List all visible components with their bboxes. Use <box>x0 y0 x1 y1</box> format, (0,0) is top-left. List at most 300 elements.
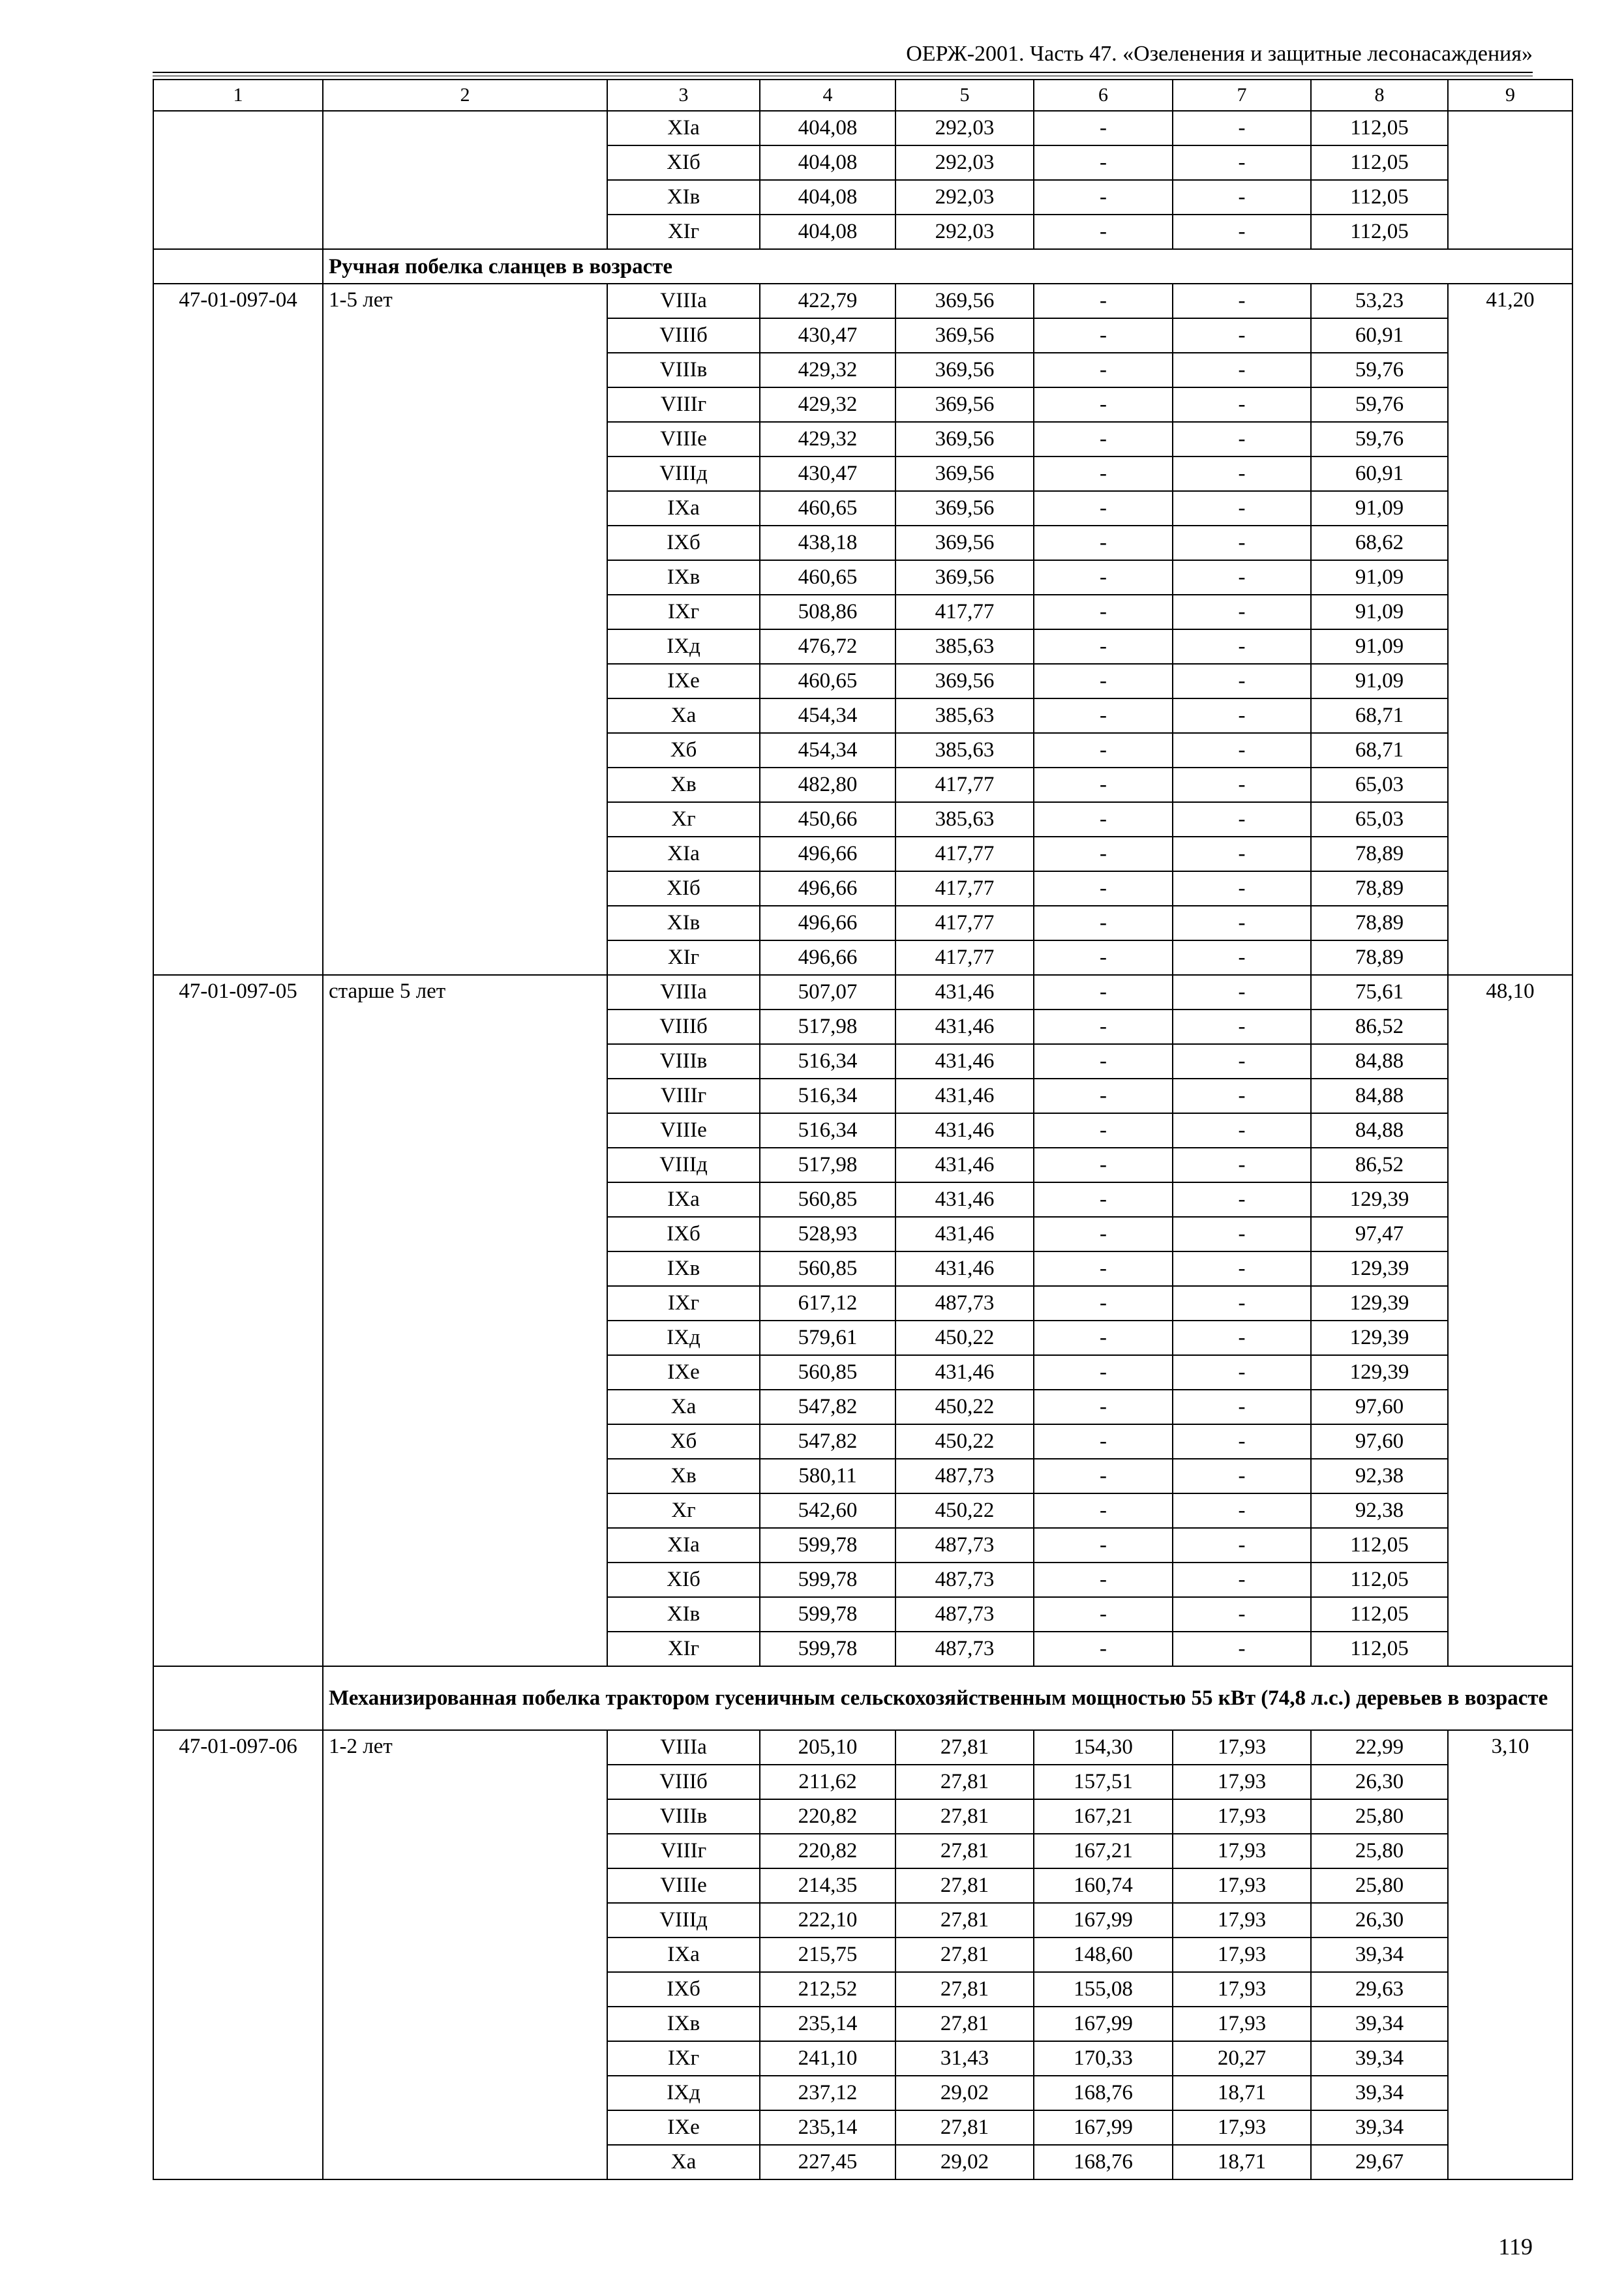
labor-norm <box>1448 111 1572 249</box>
machine-operation: 168,76 <box>1034 2145 1173 2179</box>
wages: 27,81 <box>895 1765 1034 1799</box>
machine-operation: - <box>1034 1424 1173 1459</box>
wages: 431,46 <box>895 1217 1034 1251</box>
wages: 431,46 <box>895 1251 1034 1286</box>
machine-operation: - <box>1034 1528 1173 1563</box>
total-cost: 460,65 <box>760 560 895 595</box>
operator-wages: - <box>1173 387 1311 422</box>
column-number: 2 <box>323 80 607 111</box>
wages: 450,22 <box>895 1390 1034 1424</box>
total-cost: 460,65 <box>760 664 895 698</box>
materials-cost: 91,09 <box>1311 491 1448 526</box>
operator-wages: - <box>1173 1355 1311 1390</box>
region-category: Xб <box>607 1424 760 1459</box>
total-cost: 429,32 <box>760 422 895 456</box>
wages: 27,81 <box>895 1937 1034 1972</box>
materials-cost: 112,05 <box>1311 111 1448 145</box>
column-number: 5 <box>895 80 1034 111</box>
operator-wages: - <box>1173 595 1311 629</box>
wages: 417,77 <box>895 595 1034 629</box>
materials-cost: 112,05 <box>1311 1528 1448 1563</box>
region-category: XIв <box>607 1597 760 1632</box>
region-category: IXб <box>607 1972 760 2007</box>
wages: 369,56 <box>895 560 1034 595</box>
materials-cost: 26,30 <box>1311 1765 1448 1799</box>
region-category: IXе <box>607 1355 760 1390</box>
total-cost: 404,08 <box>760 215 895 249</box>
total-cost: 220,82 <box>760 1834 895 1868</box>
materials-cost: 78,89 <box>1311 837 1448 871</box>
operator-wages: 18,71 <box>1173 2145 1311 2179</box>
wages: 431,46 <box>895 1182 1034 1217</box>
materials-cost: 75,61 <box>1311 975 1448 1010</box>
total-cost: 237,12 <box>760 2076 895 2110</box>
region-category: IXг <box>607 2041 760 2076</box>
wages: 450,22 <box>895 1424 1034 1459</box>
wages: 292,03 <box>895 111 1034 145</box>
machine-operation: - <box>1034 595 1173 629</box>
total-cost: 496,66 <box>760 871 895 906</box>
materials-cost: 84,88 <box>1311 1044 1448 1079</box>
materials-cost: 84,88 <box>1311 1113 1448 1148</box>
work-description: 1-5 лет <box>323 284 607 975</box>
operator-wages: 17,93 <box>1173 1730 1311 1765</box>
table-row <box>153 1730 1572 1765</box>
machine-operation: 167,99 <box>1034 2007 1173 2041</box>
wages: 431,46 <box>895 975 1034 1010</box>
wages: 27,81 <box>895 1799 1034 1834</box>
table-row <box>153 975 1572 1010</box>
machine-operation: - <box>1034 629 1173 664</box>
total-cost: 599,78 <box>760 1528 895 1563</box>
machine-operation: 170,33 <box>1034 2041 1173 2076</box>
machine-operation: - <box>1034 906 1173 940</box>
materials-cost: 29,67 <box>1311 2145 1448 2179</box>
region-category: VIIIб <box>607 1010 760 1044</box>
total-cost: 220,82 <box>760 1799 895 1834</box>
total-cost: 454,34 <box>760 698 895 733</box>
region-category: VIIIд <box>607 1903 760 1937</box>
materials-cost: 91,09 <box>1311 629 1448 664</box>
header-rule <box>153 72 1533 73</box>
operator-wages: - <box>1173 1528 1311 1563</box>
total-cost: 560,85 <box>760 1355 895 1390</box>
total-cost: 214,35 <box>760 1868 895 1903</box>
total-cost: 507,07 <box>760 975 895 1010</box>
operator-wages: - <box>1173 284 1311 318</box>
wages: 487,73 <box>895 1632 1034 1666</box>
materials-cost: 129,39 <box>1311 1182 1448 1217</box>
total-cost: 454,34 <box>760 733 895 768</box>
machine-operation: - <box>1034 768 1173 802</box>
machine-operation: - <box>1034 802 1173 837</box>
machine-operation: - <box>1034 664 1173 698</box>
total-cost: 227,45 <box>760 2145 895 2179</box>
column-number: 4 <box>760 80 895 111</box>
wages: 385,63 <box>895 733 1034 768</box>
materials-cost: 112,05 <box>1311 1632 1448 1666</box>
materials-cost: 86,52 <box>1311 1148 1448 1182</box>
operator-wages: - <box>1173 422 1311 456</box>
wages: 29,02 <box>895 2076 1034 2110</box>
total-cost: 222,10 <box>760 1903 895 1937</box>
machine-operation: 167,21 <box>1034 1799 1173 1834</box>
wages: 431,46 <box>895 1148 1034 1182</box>
region-category: XIг <box>607 1632 760 1666</box>
wages: 431,46 <box>895 1010 1034 1044</box>
wages: 417,77 <box>895 768 1034 802</box>
wages: 487,73 <box>895 1597 1034 1632</box>
operator-wages: 20,27 <box>1173 2041 1311 2076</box>
machine-operation: - <box>1034 491 1173 526</box>
work-description <box>323 111 607 249</box>
operator-wages: - <box>1173 1079 1311 1113</box>
machine-operation: - <box>1034 1217 1173 1251</box>
operator-wages: - <box>1173 318 1311 353</box>
total-cost: 517,98 <box>760 1010 895 1044</box>
region-category: XIб <box>607 871 760 906</box>
materials-cost: 112,05 <box>1311 1597 1448 1632</box>
operator-wages: 18,71 <box>1173 2076 1311 2110</box>
materials-cost: 60,91 <box>1311 456 1448 491</box>
machine-operation: - <box>1034 318 1173 353</box>
materials-cost: 59,76 <box>1311 387 1448 422</box>
wages: 292,03 <box>895 145 1034 180</box>
total-cost: 450,66 <box>760 802 895 837</box>
machine-operation: - <box>1034 733 1173 768</box>
wages: 385,63 <box>895 802 1034 837</box>
machine-operation: - <box>1034 837 1173 871</box>
materials-cost: 39,34 <box>1311 2041 1448 2076</box>
operator-wages: 17,93 <box>1173 1972 1311 2007</box>
machine-operation: - <box>1034 1493 1173 1528</box>
region-category: Xв <box>607 1459 760 1493</box>
total-cost: 516,34 <box>760 1079 895 1113</box>
total-cost: 496,66 <box>760 906 895 940</box>
operator-wages: - <box>1173 1182 1311 1217</box>
operator-wages: - <box>1173 1148 1311 1182</box>
wages: 385,63 <box>895 698 1034 733</box>
wages: 431,46 <box>895 1355 1034 1390</box>
wages: 27,81 <box>895 1972 1034 2007</box>
operator-wages: 17,93 <box>1173 2110 1311 2145</box>
total-cost: 599,78 <box>760 1563 895 1597</box>
machine-operation: - <box>1034 111 1173 145</box>
materials-cost: 26,30 <box>1311 1903 1448 1937</box>
machine-operation: - <box>1034 284 1173 318</box>
materials-cost: 112,05 <box>1311 215 1448 249</box>
operator-wages: - <box>1173 1493 1311 1528</box>
total-cost: 516,34 <box>760 1113 895 1148</box>
operator-wages: - <box>1173 1632 1311 1666</box>
column-number: 9 <box>1448 80 1572 111</box>
total-cost: 516,34 <box>760 1044 895 1079</box>
materials-cost: 25,80 <box>1311 1834 1448 1868</box>
rate-code <box>153 111 323 249</box>
total-cost: 211,62 <box>760 1765 895 1799</box>
total-cost: 476,72 <box>760 629 895 664</box>
materials-cost: 65,03 <box>1311 768 1448 802</box>
region-category: XIб <box>607 1563 760 1597</box>
machine-operation: - <box>1034 1632 1173 1666</box>
operator-wages: - <box>1173 526 1311 560</box>
total-cost: 547,82 <box>760 1424 895 1459</box>
section-header-blank <box>153 249 323 284</box>
region-category: VIIIб <box>607 318 760 353</box>
machine-operation: - <box>1034 560 1173 595</box>
machine-operation: - <box>1034 526 1173 560</box>
region-category: IXг <box>607 595 760 629</box>
machine-operation: - <box>1034 975 1173 1010</box>
wages: 369,56 <box>895 387 1034 422</box>
wages: 487,73 <box>895 1563 1034 1597</box>
wages: 487,73 <box>895 1528 1034 1563</box>
wages: 27,81 <box>895 1868 1034 1903</box>
operator-wages: - <box>1173 664 1311 698</box>
materials-cost: 68,71 <box>1311 698 1448 733</box>
total-cost: 580,11 <box>760 1459 895 1493</box>
region-category: IXа <box>607 1937 760 1972</box>
rate-code: 47-01-097-04 <box>153 284 323 975</box>
machine-operation: - <box>1034 1286 1173 1321</box>
region-category: XIв <box>607 906 760 940</box>
table-row <box>153 284 1572 318</box>
region-category: IXб <box>607 1217 760 1251</box>
region-category: XIг <box>607 215 760 249</box>
materials-cost: 86,52 <box>1311 1010 1448 1044</box>
wages: 369,56 <box>895 526 1034 560</box>
materials-cost: 97,60 <box>1311 1390 1448 1424</box>
region-category: VIIIг <box>607 1834 760 1868</box>
machine-operation: - <box>1034 871 1173 906</box>
region-category: IXв <box>607 1251 760 1286</box>
materials-cost: 60,91 <box>1311 318 1448 353</box>
wages: 450,22 <box>895 1493 1034 1528</box>
materials-cost: 59,76 <box>1311 422 1448 456</box>
total-cost: 241,10 <box>760 2041 895 2076</box>
table-row <box>153 111 1572 145</box>
region-category: IXа <box>607 1182 760 1217</box>
machine-operation: - <box>1034 1182 1173 1217</box>
operator-wages: - <box>1173 1010 1311 1044</box>
materials-cost: 39,34 <box>1311 2076 1448 2110</box>
operator-wages: - <box>1173 215 1311 249</box>
rate-code: 47-01-097-06 <box>153 1730 323 2179</box>
region-category: VIIIа <box>607 1730 760 1765</box>
total-cost: 212,52 <box>760 1972 895 2007</box>
operator-wages: - <box>1173 111 1311 145</box>
region-category: XIа <box>607 111 760 145</box>
total-cost: 599,78 <box>760 1597 895 1632</box>
wages: 27,81 <box>895 1903 1034 1937</box>
machine-operation: - <box>1034 1148 1173 1182</box>
region-category: IXа <box>607 491 760 526</box>
column-number: 6 <box>1034 80 1173 111</box>
operator-wages: - <box>1173 456 1311 491</box>
machine-operation: - <box>1034 1597 1173 1632</box>
region-category: Xа <box>607 698 760 733</box>
total-cost: 599,78 <box>760 1632 895 1666</box>
machine-operation: - <box>1034 456 1173 491</box>
operator-wages: - <box>1173 180 1311 215</box>
materials-cost: 112,05 <box>1311 145 1448 180</box>
wages: 431,46 <box>895 1079 1034 1113</box>
machine-operation: - <box>1034 1390 1173 1424</box>
machine-operation: 157,51 <box>1034 1765 1173 1799</box>
operator-wages: - <box>1173 1113 1311 1148</box>
operator-wages: - <box>1173 871 1311 906</box>
machine-operation: - <box>1034 1355 1173 1390</box>
machine-operation: - <box>1034 1010 1173 1044</box>
total-cost: 429,32 <box>760 353 895 387</box>
machine-operation: - <box>1034 1113 1173 1148</box>
wages: 292,03 <box>895 180 1034 215</box>
materials-cost: 78,89 <box>1311 940 1448 975</box>
rates-table <box>153 79 1573 2180</box>
wages: 292,03 <box>895 215 1034 249</box>
page-number: 119 <box>1498 2234 1533 2260</box>
machine-operation: - <box>1034 1563 1173 1597</box>
wages: 27,81 <box>895 1730 1034 1765</box>
total-cost: 528,93 <box>760 1217 895 1251</box>
labor-norm: 41,20 <box>1448 284 1572 975</box>
operator-wages: - <box>1173 1217 1311 1251</box>
operator-wages: - <box>1173 975 1311 1010</box>
region-category: VIIIб <box>607 1765 760 1799</box>
operator-wages: - <box>1173 1286 1311 1321</box>
operator-wages: - <box>1173 1044 1311 1079</box>
machine-operation: 155,08 <box>1034 1972 1173 2007</box>
machine-operation: 167,99 <box>1034 1903 1173 1937</box>
operator-wages: 17,93 <box>1173 1765 1311 1799</box>
machine-operation: 168,76 <box>1034 2076 1173 2110</box>
wages: 369,56 <box>895 422 1034 456</box>
machine-operation: - <box>1034 1251 1173 1286</box>
section-title: Механизированная побелка трактором гусеничным сельскохозяйственным мощностью 55 кВт (74,8 л.с.) деревьев в возрасте <box>323 1666 1572 1730</box>
operator-wages: - <box>1173 145 1311 180</box>
wages: 431,46 <box>895 1113 1034 1148</box>
region-category: VIIIа <box>607 975 760 1010</box>
total-cost: 542,60 <box>760 1493 895 1528</box>
materials-cost: 29,63 <box>1311 1972 1448 2007</box>
machine-operation: - <box>1034 1321 1173 1355</box>
region-category: XIа <box>607 1528 760 1563</box>
materials-cost: 39,34 <box>1311 2110 1448 2145</box>
materials-cost: 92,38 <box>1311 1459 1448 1493</box>
operator-wages: 17,93 <box>1173 1799 1311 1834</box>
materials-cost: 97,47 <box>1311 1217 1448 1251</box>
total-cost: 460,65 <box>760 491 895 526</box>
operator-wages: - <box>1173 698 1311 733</box>
machine-operation: 154,30 <box>1034 1730 1173 1765</box>
section-header-blank <box>153 1666 323 1730</box>
wages: 417,77 <box>895 871 1034 906</box>
wages: 450,22 <box>895 1321 1034 1355</box>
materials-cost: 112,05 <box>1311 1563 1448 1597</box>
column-number: 8 <box>1311 80 1448 111</box>
materials-cost: 129,39 <box>1311 1251 1448 1286</box>
operator-wages: - <box>1173 837 1311 871</box>
machine-operation: - <box>1034 422 1173 456</box>
operator-wages: - <box>1173 906 1311 940</box>
region-category: XIг <box>607 940 760 975</box>
total-cost: 404,08 <box>760 180 895 215</box>
region-category: VIIIе <box>607 1868 760 1903</box>
total-cost: 496,66 <box>760 940 895 975</box>
materials-cost: 129,39 <box>1311 1286 1448 1321</box>
region-category: Xб <box>607 733 760 768</box>
column-number: 7 <box>1173 80 1311 111</box>
machine-operation: - <box>1034 180 1173 215</box>
region-category: IXг <box>607 1286 760 1321</box>
column-number: 1 <box>153 80 323 111</box>
column-number-row <box>153 80 1572 111</box>
total-cost: 547,82 <box>760 1390 895 1424</box>
operator-wages: - <box>1173 940 1311 975</box>
work-description: старше 5 лет <box>323 975 607 1666</box>
rate-code: 47-01-097-05 <box>153 975 323 1666</box>
materials-cost: 68,71 <box>1311 733 1448 768</box>
operator-wages: - <box>1173 353 1311 387</box>
total-cost: 404,08 <box>760 145 895 180</box>
wages: 487,73 <box>895 1286 1034 1321</box>
total-cost: 430,47 <box>760 456 895 491</box>
operator-wages: - <box>1173 560 1311 595</box>
region-category: IXд <box>607 2076 760 2110</box>
machine-operation: - <box>1034 940 1173 975</box>
region-category: VIIIа <box>607 284 760 318</box>
operator-wages: - <box>1173 1424 1311 1459</box>
total-cost: 560,85 <box>760 1251 895 1286</box>
materials-cost: 129,39 <box>1311 1355 1448 1390</box>
region-category: VIIIв <box>607 353 760 387</box>
total-cost: 482,80 <box>760 768 895 802</box>
region-category: Xв <box>607 768 760 802</box>
total-cost: 429,32 <box>760 387 895 422</box>
operator-wages: 17,93 <box>1173 1868 1311 1903</box>
region-category: Xа <box>607 2145 760 2179</box>
machine-operation: - <box>1034 145 1173 180</box>
rates-table-body <box>153 80 1572 2179</box>
materials-cost: 59,76 <box>1311 353 1448 387</box>
machine-operation: - <box>1034 387 1173 422</box>
wages: 417,77 <box>895 906 1034 940</box>
materials-cost: 129,39 <box>1311 1321 1448 1355</box>
operator-wages: - <box>1173 1563 1311 1597</box>
wages: 417,77 <box>895 940 1034 975</box>
operator-wages: 17,93 <box>1173 2007 1311 2041</box>
region-category: IXд <box>607 1321 760 1355</box>
wages: 369,56 <box>895 284 1034 318</box>
materials-cost: 25,80 <box>1311 1868 1448 1903</box>
operator-wages: - <box>1173 802 1311 837</box>
total-cost: 617,12 <box>760 1286 895 1321</box>
total-cost: 496,66 <box>760 837 895 871</box>
materials-cost: 65,03 <box>1311 802 1448 837</box>
operator-wages: - <box>1173 1390 1311 1424</box>
region-category: IXб <box>607 526 760 560</box>
wages: 27,81 <box>895 1834 1034 1868</box>
region-category: VIIIг <box>607 1079 760 1113</box>
section-header-row <box>153 1666 1572 1730</box>
region-category: VIIIе <box>607 422 760 456</box>
materials-cost: 22,99 <box>1311 1730 1448 1765</box>
machine-operation: 160,74 <box>1034 1868 1173 1903</box>
total-cost: 235,14 <box>760 2007 895 2041</box>
materials-cost: 53,23 <box>1311 284 1448 318</box>
wages: 29,02 <box>895 2145 1034 2179</box>
machine-operation: 167,21 <box>1034 1834 1173 1868</box>
